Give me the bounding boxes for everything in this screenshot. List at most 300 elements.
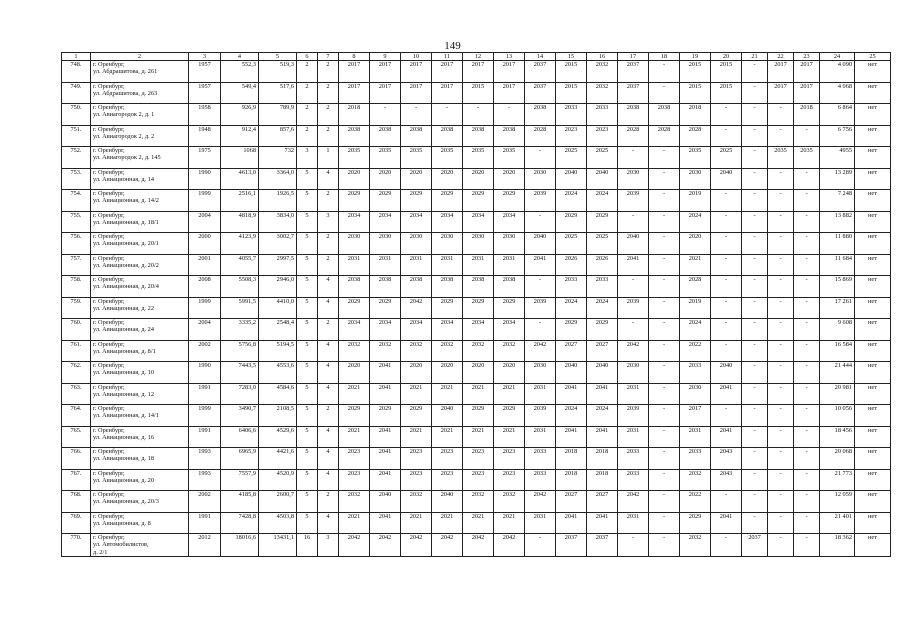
cell-c11: 2021 (432, 383, 463, 405)
cell-c23: - (794, 340, 820, 362)
address-cell (91, 340, 189, 362)
address-line: ул. Авиационная, д. 20/4 (93, 283, 159, 291)
cell-c7: 2 (318, 254, 339, 276)
cell-c7: 4 (318, 168, 339, 190)
cell-c24: 13 882 (820, 211, 855, 233)
cell-c16: 2033 (587, 276, 618, 298)
cell-c24: 21 401 (820, 512, 855, 534)
cell-c24: 15 869 (820, 276, 855, 298)
cell-c6: 5 (297, 426, 318, 448)
cell-c8: 2017 (339, 82, 370, 104)
cell-c23: - (794, 426, 820, 448)
column-header: 18 (649, 53, 680, 61)
address-line: г. Оренбург, (93, 469, 125, 477)
cell-c23: - (794, 233, 820, 255)
cell-c12: 2029 (463, 405, 494, 427)
cell-c6: 5 (297, 297, 318, 319)
cell-c16: 2025 (587, 233, 618, 255)
cell-c15: 2029 (556, 319, 587, 341)
cell-c25: нет (855, 319, 891, 341)
cell-c18: - (649, 448, 680, 470)
cell-c24: 12 059 (820, 491, 855, 513)
column-header: 19 (680, 53, 711, 61)
column-header: 2 (91, 53, 189, 61)
cell-c18: - (649, 61, 680, 83)
cell-c24: 4 068 (820, 82, 855, 104)
cell-c15: 2033 (556, 104, 587, 126)
cell-c5: 2997,5 (259, 254, 297, 276)
cell-c22: - (768, 276, 794, 298)
address-line: ул. Абдрашитова, д. 261 (93, 68, 158, 76)
cell-c5: 4584,6 (259, 383, 297, 405)
table-row (62, 448, 891, 470)
cell-c18: - (649, 190, 680, 212)
cell-c18: - (649, 340, 680, 362)
cell-c19: 2024 (680, 211, 711, 233)
cell-c4: 4818,9 (221, 211, 259, 233)
cell-c8: 2021 (339, 426, 370, 448)
cell-c9: 2038 (370, 276, 401, 298)
table-row (62, 426, 891, 448)
column-header: 7 (318, 53, 339, 61)
cell-c13: 2029 (494, 405, 525, 427)
cell-c22: - (768, 362, 794, 384)
cell-c17: 2031 (618, 512, 649, 534)
cell-c3: 1993 (189, 469, 221, 491)
table-row (62, 491, 891, 513)
row-number: 749. (62, 82, 91, 104)
cell-c12: 2032 (463, 491, 494, 513)
row-number: 750. (62, 104, 91, 126)
table-row (62, 211, 891, 233)
table-row (62, 61, 891, 83)
cell-c5: 4553,6 (259, 362, 297, 384)
cell-c19: 2033 (680, 448, 711, 470)
cell-c4: 6406,6 (221, 426, 259, 448)
column-header: 21 (742, 53, 768, 61)
cell-c19: 2035 (680, 147, 711, 169)
cell-c21: - (742, 448, 768, 470)
table-row (62, 104, 891, 126)
address-line: ул. Авиационная, д. 10 (93, 369, 154, 377)
cell-c11: 2042 (432, 534, 463, 557)
cell-c11: 2021 (432, 512, 463, 534)
cell-c21: - (742, 362, 768, 384)
cell-c10: 2023 (401, 469, 432, 491)
cell-c20: - (711, 190, 742, 212)
cell-c17: 2033 (618, 448, 649, 470)
cell-c11: 2017 (432, 61, 463, 83)
cell-c9: 2032 (370, 340, 401, 362)
cell-c25: нет (855, 448, 891, 470)
cell-c20: 2015 (711, 82, 742, 104)
cell-c14: 2030 (525, 362, 556, 384)
cell-c13: 2023 (494, 448, 525, 470)
cell-c14: - (525, 276, 556, 298)
cell-c22: 2035 (768, 147, 794, 169)
cell-c8: 2021 (339, 512, 370, 534)
table-row (62, 254, 891, 276)
cell-c19: 2031 (680, 426, 711, 448)
cell-c20: - (711, 340, 742, 362)
cell-c14: 2031 (525, 383, 556, 405)
cell-c22: 2017 (768, 82, 794, 104)
cell-c8: 2034 (339, 319, 370, 341)
cell-c24: 17 261 (820, 297, 855, 319)
cell-c3: 2002 (189, 340, 221, 362)
cell-c23: - (794, 512, 820, 534)
table-row (62, 405, 891, 427)
cell-c20: - (711, 297, 742, 319)
cell-c13: 2021 (494, 383, 525, 405)
cell-c4: 1068 (221, 147, 259, 169)
cell-c20: - (711, 254, 742, 276)
cell-c13: 2029 (494, 190, 525, 212)
row-number: 766. (62, 448, 91, 470)
cell-c3: 1948 (189, 125, 221, 147)
cell-c22: - (768, 233, 794, 255)
cell-c19: 2019 (680, 297, 711, 319)
address-cell (91, 82, 189, 104)
cell-c13: 2021 (494, 512, 525, 534)
cell-c5: 4410,0 (259, 297, 297, 319)
cell-c19: 2019 (680, 190, 711, 212)
cell-c4: 18016,6 (221, 534, 259, 557)
cell-c13: 2035 (494, 147, 525, 169)
cell-c14: 2031 (525, 426, 556, 448)
cell-c21: - (742, 512, 768, 534)
cell-c13: 2017 (494, 61, 525, 83)
cell-c3: 1999 (189, 297, 221, 319)
cell-c8: 2018 (339, 104, 370, 126)
cell-c25: нет (855, 125, 891, 147)
table-row (62, 147, 891, 169)
cell-c25: нет (855, 362, 891, 384)
cell-c5: 789,9 (259, 104, 297, 126)
cell-c5: 3002,7 (259, 233, 297, 255)
table-row (62, 362, 891, 384)
cell-c24: 10 056 (820, 405, 855, 427)
address-line: г. Оренбург, (93, 297, 125, 305)
cell-c22: - (768, 319, 794, 341)
cell-c10: 2023 (401, 448, 432, 470)
column-header: 11 (432, 53, 463, 61)
cell-c15: 2040 (556, 362, 587, 384)
address-line: г. Оренбург, (93, 534, 125, 541)
cell-c12: 2029 (463, 190, 494, 212)
cell-c22: - (768, 469, 794, 491)
cell-c7: 2 (318, 190, 339, 212)
cell-c17: 2042 (618, 340, 649, 362)
cell-c25: нет (855, 233, 891, 255)
cell-c23: 2018 (794, 104, 820, 126)
column-header: 23 (794, 53, 820, 61)
cell-c17: 2042 (618, 491, 649, 513)
row-number: 770. (62, 534, 91, 557)
cell-c13: 2032 (494, 340, 525, 362)
address-line: ул. Авиационная, д. 18/1 (93, 218, 159, 226)
table-row (62, 125, 891, 147)
address-line: ул. Авиагородок 2, д. 145 (93, 154, 161, 162)
cell-c10: 2042 (401, 297, 432, 319)
cell-c8: 2035 (339, 147, 370, 169)
cell-c3: 1991 (189, 383, 221, 405)
cell-c23: 2017 (794, 82, 820, 104)
cell-c9: - (370, 104, 401, 126)
address-cell (91, 233, 189, 255)
row-number: 754. (62, 190, 91, 212)
cell-c4: 2516,1 (221, 190, 259, 212)
cell-c16: 2027 (587, 491, 618, 513)
cell-c16: 2023 (587, 125, 618, 147)
table-row (62, 297, 891, 319)
cell-c13: 2029 (494, 297, 525, 319)
cell-c24: 9 608 (820, 319, 855, 341)
cell-c12: 2029 (463, 297, 494, 319)
cell-c18: - (649, 82, 680, 104)
cell-c7: 4 (318, 426, 339, 448)
cell-c25: нет (855, 147, 891, 169)
cell-c3: 1975 (189, 147, 221, 169)
cell-c19: 2022 (680, 491, 711, 513)
cell-c3: 1990 (189, 168, 221, 190)
cell-c9: 2038 (370, 125, 401, 147)
cell-c16: 2024 (587, 405, 618, 427)
cell-c14: 2030 (525, 168, 556, 190)
cell-c17: 2033 (618, 469, 649, 491)
cell-c8: 2023 (339, 469, 370, 491)
cell-c16: 2024 (587, 190, 618, 212)
cell-c6: 5 (297, 362, 318, 384)
cell-c4: 7283,0 (221, 383, 259, 405)
cell-c15: 2041 (556, 426, 587, 448)
cell-c9: 2031 (370, 254, 401, 276)
address-cell (91, 211, 189, 233)
cell-c8: 2020 (339, 362, 370, 384)
cell-c19: 2022 (680, 340, 711, 362)
cell-c14: 2033 (525, 448, 556, 470)
cell-c4: 4123,9 (221, 233, 259, 255)
cell-c8: 2023 (339, 448, 370, 470)
cell-c21: - (742, 426, 768, 448)
cell-c17: - (618, 534, 649, 557)
address-line: г. Оренбург, (93, 211, 125, 219)
cell-c6: 3 (297, 147, 318, 169)
cell-c11: 2029 (432, 297, 463, 319)
cell-c20: 2041 (711, 426, 742, 448)
cell-c11: 2030 (432, 233, 463, 255)
cell-c17: 2028 (618, 125, 649, 147)
cell-c11: 2020 (432, 168, 463, 190)
cell-c5: 3834,0 (259, 211, 297, 233)
table-row (62, 233, 891, 255)
cell-c25: нет (855, 469, 891, 491)
cell-c15: 2041 (556, 383, 587, 405)
address-cell (91, 512, 189, 534)
cell-c22: - (768, 534, 794, 557)
table-row (62, 469, 891, 491)
cell-c3: 1999 (189, 190, 221, 212)
cell-c3: 2004 (189, 211, 221, 233)
row-number: 755. (62, 211, 91, 233)
row-number: 748. (62, 61, 91, 83)
address-line: г. Оренбург, (93, 125, 125, 133)
address-line: ул. Автомобилистов, (93, 541, 149, 549)
cell-c16: 2032 (587, 61, 618, 83)
cell-c3: 2004 (189, 319, 221, 341)
cell-c21: - (742, 233, 768, 255)
cell-c10: 2038 (401, 276, 432, 298)
row-number: 768. (62, 491, 91, 513)
cell-c10: 2020 (401, 168, 432, 190)
cell-c22: - (768, 254, 794, 276)
cell-c13: 2032 (494, 491, 525, 513)
cell-c20: 2040 (711, 168, 742, 190)
address-cell (91, 147, 189, 169)
cell-c19: 2030 (680, 168, 711, 190)
cell-c4: 5991,5 (221, 297, 259, 319)
cell-c14: 2037 (525, 82, 556, 104)
cell-c22: - (768, 104, 794, 126)
cell-c25: нет (855, 276, 891, 298)
cell-c12: 2031 (463, 254, 494, 276)
cell-c19: 2021 (680, 254, 711, 276)
cell-c22: - (768, 426, 794, 448)
cell-c9: 2029 (370, 297, 401, 319)
cell-c20: - (711, 276, 742, 298)
cell-c14: 2042 (525, 491, 556, 513)
cell-c8: 2034 (339, 211, 370, 233)
row-number: 764. (62, 405, 91, 427)
cell-c6: 16 (297, 534, 318, 557)
cell-c17: 2040 (618, 233, 649, 255)
cell-c18: - (649, 491, 680, 513)
cell-c10: 2038 (401, 125, 432, 147)
cell-c14: 2039 (525, 297, 556, 319)
cell-c4: 3490,7 (221, 405, 259, 427)
cell-c9: 2035 (370, 147, 401, 169)
cell-c16: 2025 (587, 147, 618, 169)
cell-c14: 2031 (525, 512, 556, 534)
cell-c11: 2038 (432, 276, 463, 298)
cell-c6: 5 (297, 448, 318, 470)
cell-c15: 2029 (556, 211, 587, 233)
cell-c11: 2023 (432, 448, 463, 470)
cell-c21: - (742, 104, 768, 126)
cell-c25: нет (855, 491, 891, 513)
cell-c13: 2020 (494, 362, 525, 384)
cell-c17: 2039 (618, 405, 649, 427)
cell-c24: 11 684 (820, 254, 855, 276)
cell-c7: 2 (318, 491, 339, 513)
cell-c4: 6965,9 (221, 448, 259, 470)
cell-c22: - (768, 125, 794, 147)
address-line: г. Оренбург, (93, 104, 125, 111)
cell-c12: 2015 (463, 82, 494, 104)
address-line: ул. Авиационная, д. 8/1 (93, 347, 156, 355)
address-line: г. Оренбург, (93, 276, 125, 283)
cell-c16: 2018 (587, 469, 618, 491)
row-number: 769. (62, 512, 91, 534)
cell-c12: 2038 (463, 276, 494, 298)
row-number: 763. (62, 383, 91, 405)
cell-c19: 2032 (680, 534, 711, 557)
cell-c11: 2034 (432, 211, 463, 233)
cell-c13: 2042 (494, 534, 525, 557)
cell-c13: 2034 (494, 319, 525, 341)
cell-c25: нет (855, 168, 891, 190)
cell-c17: 2031 (618, 383, 649, 405)
cell-c3: 1957 (189, 61, 221, 83)
cell-c24: 13 289 (820, 168, 855, 190)
cell-c4: 5756,8 (221, 340, 259, 362)
cell-c7: 2 (318, 61, 339, 83)
cell-c14: 2040 (525, 233, 556, 255)
cell-c19: 2024 (680, 319, 711, 341)
cell-c18: - (649, 426, 680, 448)
cell-c23: - (794, 383, 820, 405)
address-line: ул. Авиационная, д. 14 (93, 175, 154, 183)
row-number: 752. (62, 147, 91, 169)
cell-c23: 2017 (794, 61, 820, 83)
cell-c15: 2024 (556, 297, 587, 319)
address-cell (91, 534, 189, 557)
cell-c3: 1958 (189, 104, 221, 126)
cell-c23: - (794, 254, 820, 276)
address-line: г. Оренбург, (93, 147, 125, 154)
table-row (62, 168, 891, 190)
column-header: 9 (370, 53, 401, 61)
cell-c20: 2043 (711, 469, 742, 491)
address-line: ул. Авиагородок 2, д. 2 (93, 132, 155, 140)
cell-c23: - (794, 534, 820, 557)
row-number: 751. (62, 125, 91, 147)
cell-c22: - (768, 448, 794, 470)
cell-c4: 4055,7 (221, 254, 259, 276)
cell-c21: - (742, 190, 768, 212)
row-number: 762. (62, 362, 91, 384)
cell-c6: 2 (297, 61, 318, 83)
cell-c15: 2018 (556, 469, 587, 491)
cell-c8: 2020 (339, 168, 370, 190)
cell-c11: 2038 (432, 125, 463, 147)
cell-c9: 2029 (370, 405, 401, 427)
cell-c8: 2029 (339, 190, 370, 212)
cell-c25: нет (855, 254, 891, 276)
cell-c20: - (711, 104, 742, 126)
cell-c16: 2041 (587, 383, 618, 405)
cell-c17: - (618, 319, 649, 341)
cell-c9: 2040 (370, 491, 401, 513)
column-header: 8 (339, 53, 370, 61)
cell-c16: 2032 (587, 82, 618, 104)
cell-c6: 5 (297, 276, 318, 298)
address-line: г. Оренбург, (93, 190, 125, 197)
cell-c24: 4 090 (820, 61, 855, 83)
cell-c5: 4529,6 (259, 426, 297, 448)
cell-c19: 2029 (680, 512, 711, 534)
cell-c20: 2041 (711, 512, 742, 534)
address-line: г. Оренбург, (93, 426, 125, 434)
column-header: 12 (463, 53, 494, 61)
cell-c12: 2042 (463, 534, 494, 557)
cell-c14: - (525, 147, 556, 169)
page-number: 149 (444, 40, 461, 52)
cell-c20: 2040 (711, 362, 742, 384)
cell-c24: 18 456 (820, 426, 855, 448)
cell-c8: 2031 (339, 254, 370, 276)
cell-c7: 2 (318, 405, 339, 427)
